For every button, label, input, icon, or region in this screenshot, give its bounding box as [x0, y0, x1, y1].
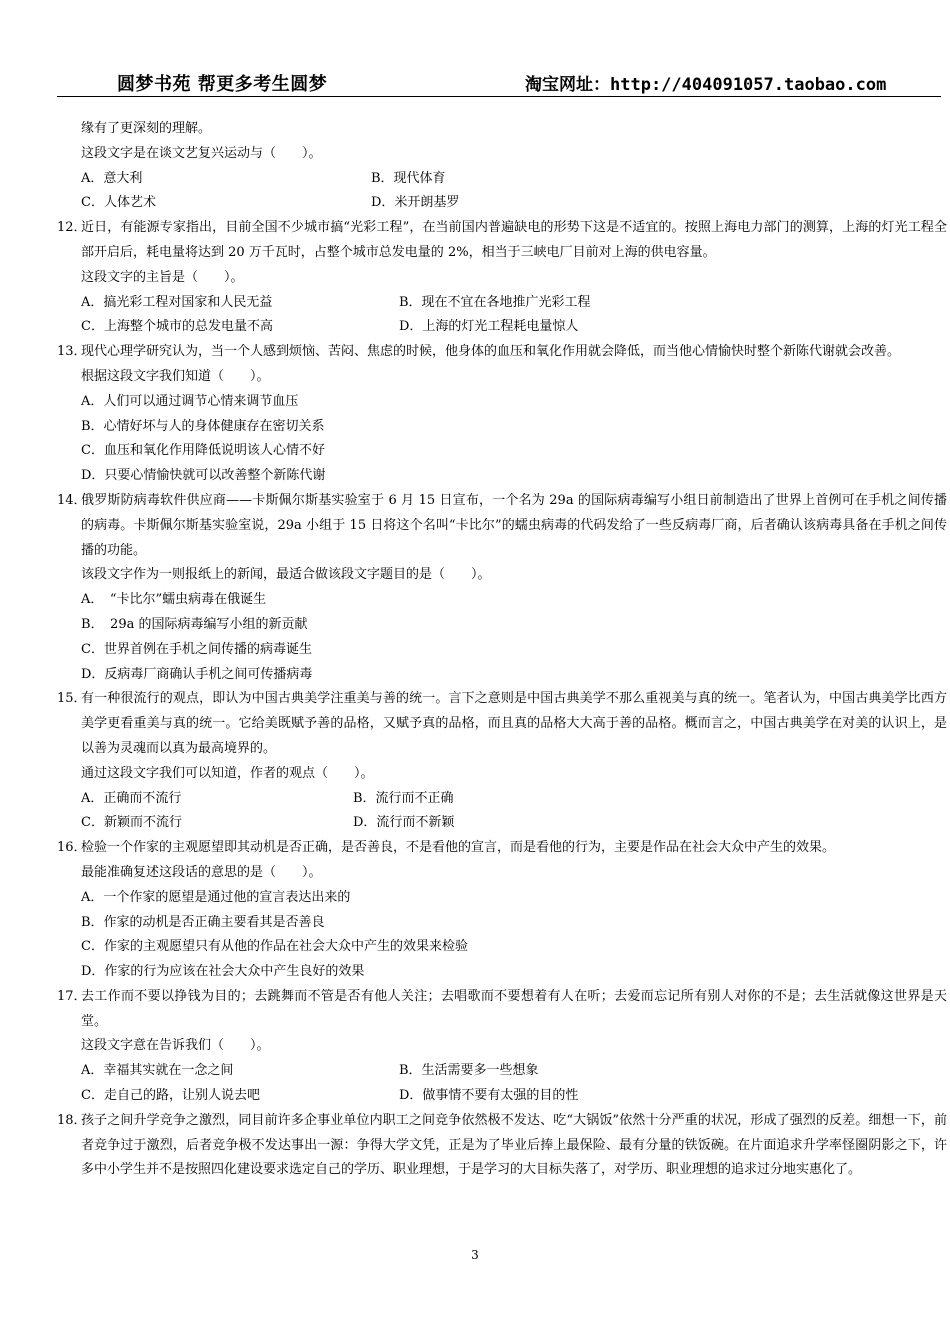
q13-option-b: B．心情好坏与人的身体健康存在密切关系 — [81, 418, 325, 434]
q17-options-row2 — [57, 1084, 947, 1109]
q18-text: 孩子之间升学竞争之激烈，同目前许多企事业单位内职工之间竞争依然极不发达、吃“大锅饭”依然十分严重的状况，形成了强烈的反差。细想一下，前者竞争过于激烈，后者竞争极不发达事出一源：争得大学文凭，正是为了毕业后捧上最保险、最有分量的铁饭碗。在片面追求升学率怪圈阴影之下，许多中小学生并不是按照四化建设要求选定自己的学历、职业理想，于是学习的大目标失落了，对学历、职业理想的追求过分地实惠化了。 — [81, 1112, 947, 1178]
q15-option-d: D．流行而不新颖 — [353, 815, 455, 831]
q12-option-d: D．上海的灯光工程耗电量惊人 — [399, 319, 579, 335]
header-shop-url: 淘宝网址：http://404091057.taobao.com — [525, 75, 887, 95]
q17-options-row1 — [57, 1059, 947, 1084]
q12-options-row2 — [57, 315, 947, 340]
q14-number: 14． — [57, 492, 87, 508]
q17-number: 17． — [57, 988, 87, 1004]
q16-option-b: B．作家的动机是否正确主要看其是否善良 — [81, 914, 325, 930]
q17-option-c: C．走自己的路，让别人说去吧 — [81, 1088, 260, 1104]
q12-option-b: B．现在不宜在各地推广光彩工程 — [399, 294, 591, 310]
q18 — [57, 1109, 947, 1183]
page-number: 3 — [471, 1248, 479, 1262]
q12-text: 近日，有能源专家指出，目前全国不少城市搞“光彩工程”，在当前国内普遍缺电的形势下这是不适宜的。按照上海电力部门的测算，上海的灯光工程全部开启后，耗电量将达到 20 万千瓦时，占整个城市总发电量的 2%，相当于三峡电厂目前对上海的供电容量。 — [81, 220, 947, 260]
q17-text: 去工作而不要以挣钱为目的；去跳舞而不管是否有他人关注；去唱歌而不要想着有人在听；去爱而忘记所有别人对你的不是；去生活就像这世界是天堂。 — [81, 988, 947, 1029]
q18-number: 18． — [57, 1112, 87, 1128]
q15-option-b: B．流行而不正确 — [353, 790, 454, 806]
q13-option-d: D．只要心情愉快就可以改善整个新陈代谢 — [81, 468, 326, 484]
q15-prompt: 通过这段文字我们可以知道，作者的观点（ ）。 — [81, 765, 374, 781]
q11-options-row1 — [57, 167, 947, 192]
q12-prompt: 这段文字的主旨是（ ）。 — [81, 269, 244, 285]
q14-option-d: D．反病毒厂商确认手机之间可传播病毒 — [81, 666, 313, 682]
q14-text: 俄罗斯防病毒软件供应商——卡斯佩尔斯基实验室于 6 月 15 日宣布，一个名为 29a 的国际病毒编写小组日前制造出了世界上首例可在手机之间传播的病毒。卡斯佩尔斯基实验室说，29a 小组于 15 日将这个名叫“卡比尔”的蠕虫病毒的代码发给了一些反病毒厂商，后者确认该病毒具备在手机之间传播的功能。 — [81, 492, 947, 558]
q17 — [57, 985, 947, 1035]
q15-options-row2 — [57, 811, 947, 836]
page-header — [57, 66, 941, 97]
q16-number: 16． — [57, 840, 87, 856]
q14-option-a: A． “卡比尔”蠕虫病毒在俄诞生 — [81, 592, 267, 608]
q13 — [57, 340, 947, 365]
q16-option-d: D．作家的行为应该在社会大众中产生良好的效果 — [81, 964, 365, 980]
q16-option-a: A．一个作家的愿望是通过他的宣言表达出来的 — [81, 889, 351, 905]
q13-option-a: A．人们可以通过调节心情来调节血压 — [81, 393, 299, 409]
header-slogan: 圆梦书苑 帮更多考生圆梦 — [117, 74, 328, 95]
q15-options-row1 — [57, 787, 947, 812]
page-content — [57, 117, 947, 1183]
q17-prompt: 这段文字意在告诉我们（ ）。 — [81, 1038, 270, 1054]
q13-number: 13． — [57, 344, 87, 360]
q17-option-a: A．幸福其实就在一念之间 — [81, 1063, 234, 1079]
q11-prompt: 这段文字是在谈文艺复兴运动与（ ）。 — [81, 145, 322, 161]
q17-option-b: B．生活需要多一些想象 — [399, 1063, 539, 1079]
q11-options-row2 — [57, 191, 947, 216]
q15-option-a: A．正确而不流行 — [81, 790, 182, 806]
q13-option-c: C．血压和氧化作用降低说明该人心情不好 — [81, 443, 325, 459]
q11-option-d: D．米开朗基罗 — [371, 195, 460, 211]
q15-text: 有一种很流行的观点，即认为中国古典美学注重美与善的统一。言下之意则是中国古典美学不那么重视美与真的统一。笔者认为，中国古典美学比西方美学更看重美与真的统一。它给美既赋予善的品格，又赋予真的品格，而且真的品格大大高于善的品格。概而言之，中国古典美学在对美的认识上，是以善为灵魂而以真为最高境界的。 — [81, 691, 947, 756]
q15-number: 15． — [57, 691, 87, 707]
q12-option-a: A．搞光彩工程对国家和人民无益 — [81, 294, 273, 310]
q11-option-c: C．人体艺术 — [81, 195, 156, 211]
q16 — [57, 836, 947, 861]
q16-prompt: 最能准确复述这段话的意思的是（ ）。 — [81, 864, 322, 880]
q12-options-row1 — [57, 291, 947, 316]
q15 — [57, 687, 947, 761]
q11-tail: 缘有了更深刻的理解。 — [81, 121, 212, 136]
q16-option-c: C．作家的主观愿望只有从他的作品在社会大众中产生的效果来检验 — [81, 939, 468, 955]
q11-option-a: A．意大利 — [81, 170, 143, 186]
q14-prompt: 该段文字作为一则报纸上的新闻，最适合做该段文字题目的是（ ）。 — [81, 567, 491, 583]
q14 — [57, 489, 947, 563]
q12 — [57, 216, 947, 266]
q11-option-b: B．现代体育 — [371, 170, 446, 186]
q12-number: 12． — [57, 220, 87, 236]
q16-text: 检验一个作家的主观愿望即其动机是否正确，是否善良，不是看他的宣言，而是看他的行为，主要是作品在社会大众中产生的效果。 — [81, 840, 836, 856]
q13-prompt: 根据这段文字我们知道（ ）。 — [81, 368, 270, 384]
q12-option-c: C．上海整个城市的总发电量不高 — [81, 319, 273, 335]
q14-option-c: C．世界首例在手机之间传播的病毒诞生 — [81, 641, 312, 657]
q15-option-c: C．新颖而不流行 — [81, 815, 182, 831]
q17-option-d: D．做事情不要有太强的目的性 — [399, 1088, 579, 1104]
q13-text: 现代心理学研究认为，当一个人感到烦恼、苦闷、焦虑的时候，他身体的血压和氧化作用就会降低，而当他心情愉快时整个新陈代谢就会改善。 — [81, 344, 901, 360]
q14-option-b: B． 29a 的国际病毒编写小组的新贡献 — [81, 616, 308, 632]
